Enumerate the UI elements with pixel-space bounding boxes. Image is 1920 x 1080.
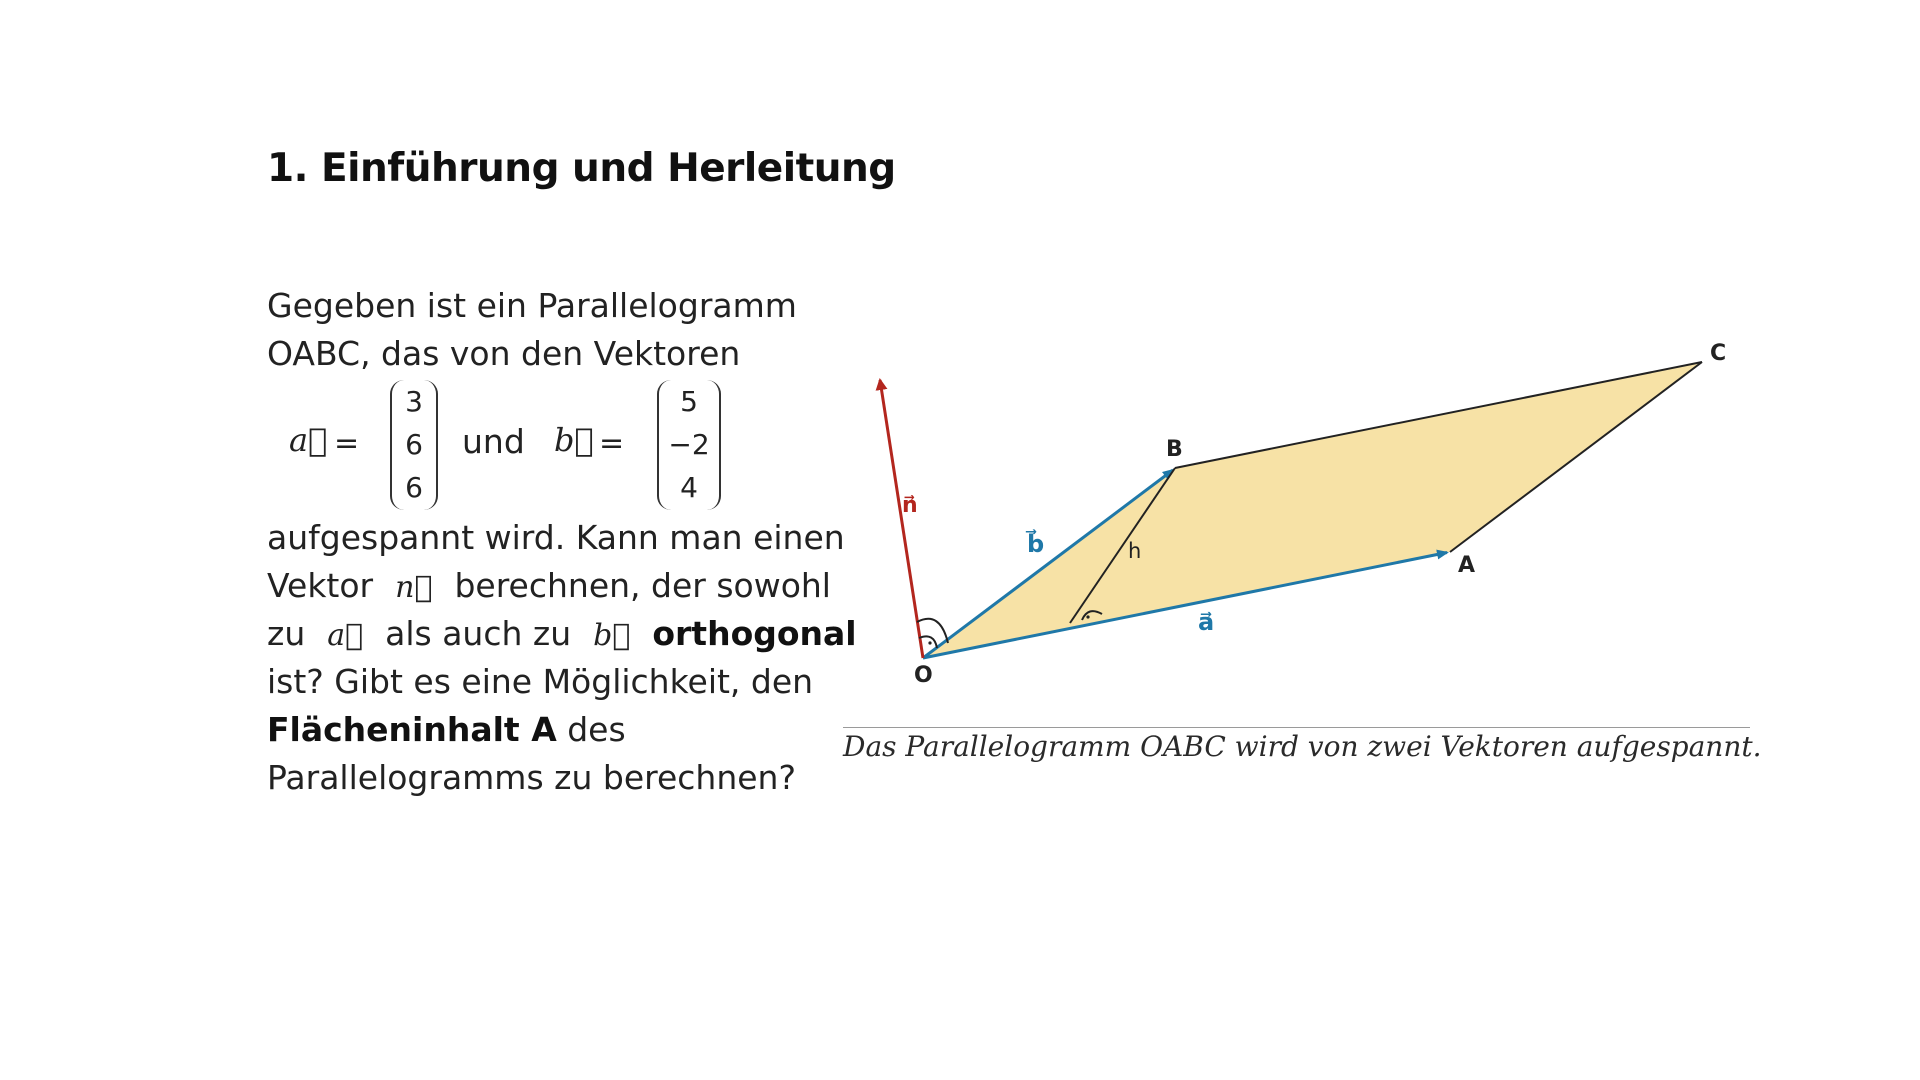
vector-a-symbol: a⃗ xyxy=(289,421,328,459)
text-line: Parallelogramms zu berechnen? xyxy=(267,758,796,797)
vector-b-matrix xyxy=(657,380,721,510)
figure-caption: Das Parallelogramm OABC wird von zwei Vektoren aufgespannt. xyxy=(843,730,1762,763)
problem-text xyxy=(267,282,857,802)
vector-b-symbol: b⃗ xyxy=(554,421,594,459)
matrix-entry: 3 xyxy=(405,384,423,418)
parallelogram-figure xyxy=(830,340,1770,740)
text-span: des xyxy=(556,710,626,749)
vector-b-symbol-inline: b⃗ xyxy=(593,618,631,653)
text-line xyxy=(267,610,857,658)
label-h: h xyxy=(1128,539,1142,563)
text-line: ist? Gibt es eine Möglichkeit, den xyxy=(267,662,814,701)
und-word: und xyxy=(462,422,525,461)
page-title: 1. Einführung und Herleitung xyxy=(267,146,896,191)
bold-term: orthogonal xyxy=(652,614,857,653)
parallelogram-fill xyxy=(923,362,1702,658)
label-b: B xyxy=(1166,437,1183,462)
vector-definitions xyxy=(267,378,847,514)
bold-term: Flächeninhalt A xyxy=(267,710,557,749)
vector-n-symbol: n⃗ xyxy=(395,570,433,605)
vector-n-arrow xyxy=(880,380,923,658)
right-angle-dot xyxy=(1086,615,1089,618)
matrix-entry: −2 xyxy=(668,427,710,461)
caption-rule xyxy=(843,727,1750,728)
label-vector-n: n⃗ xyxy=(902,493,918,518)
text-span: berechnen, der sowohl xyxy=(454,566,831,605)
text-span: zu xyxy=(267,614,306,653)
text-span: als auch zu xyxy=(385,614,572,653)
equals-sign: = xyxy=(599,426,625,461)
text-line xyxy=(267,562,847,610)
vector-a-matrix xyxy=(390,380,438,510)
label-vector-b: b⃗ xyxy=(1027,530,1045,558)
angle-dot xyxy=(928,641,931,644)
vector-a-symbol-inline: a⃗ xyxy=(327,618,364,653)
text-line xyxy=(267,706,847,754)
label-a: A xyxy=(1458,553,1476,578)
matrix-entry: 6 xyxy=(405,471,423,505)
equals-sign: = xyxy=(334,426,360,461)
matrix-entry: 4 xyxy=(680,471,698,505)
text-line: Gegeben ist ein Parallelogramm xyxy=(267,286,797,325)
matrix-entry: 5 xyxy=(680,384,698,418)
label-vector-a: a⃗ xyxy=(1198,608,1215,636)
label-c: C xyxy=(1710,341,1727,366)
label-o: O xyxy=(914,663,933,688)
text-line: OABC, das von den Vektoren xyxy=(267,334,741,373)
matrix-entry: 6 xyxy=(405,427,423,461)
text-line: aufgespannt wird. Kann man einen xyxy=(267,518,845,557)
text-span: Vektor xyxy=(267,566,374,605)
